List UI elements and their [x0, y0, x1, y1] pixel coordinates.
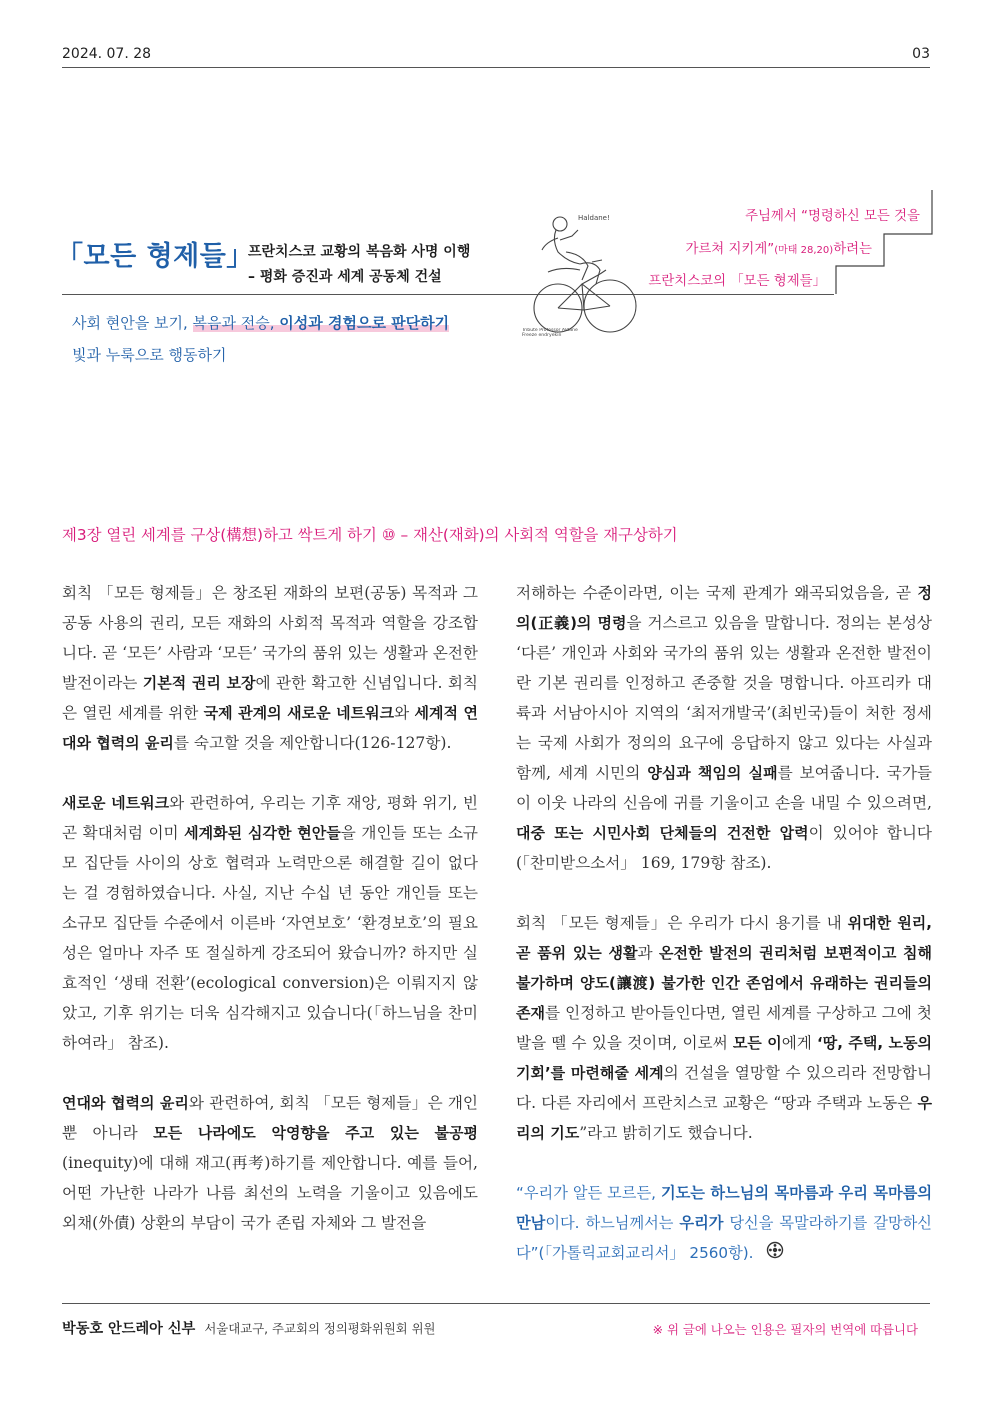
- left-column: [62, 578, 478, 1238]
- right-column: [516, 578, 932, 1269]
- page-number: 03: [912, 46, 930, 62]
- left-paragraph-1: 회칙 「모든 형제들」은 창조된 재화의 보편(공동) 목적과 그 공동 사용의 권리, 모든 재화의 사회적 목적과 역할을 강조합니다. 곧 ‘모든’ 사람과 ‘모든’ 국가의 품위 있는 생활과 온전한 발전이라는 기본적 권리 보장에 관한 확고한 신념입니다. 회칙은 열린 세계를 위한 국제 관계의 새로운 네트워크와 세계적 연대와 협력의 윤리를 숙고할 것을 제안합니다(126-127항).: [62, 584, 478, 752]
- tagline-judge-reason: 이성과 경험으로 판단하기: [279, 314, 450, 332]
- page-title: 「모든 형제들」: [56, 241, 254, 272]
- steps-line-3: 프란치스코의 「모든 형제들」: [648, 274, 826, 289]
- steps-line-2c: 하려는: [833, 242, 872, 257]
- footer-rule: [62, 1303, 930, 1304]
- right-paragraph-2: 회칙 「모든 형제들」은 우리가 다시 용기를 내 위대한 원리, 곧 품위 있는 생활과 온전한 발전의 권리처럼 보편적이고 침해 불가하며 양도(讓渡) 불가한 인간 존엄에서 유래하는 권리들의 존재를 인정하고 받아들인다면, 열린 세계를 구상하고 그에 첫발을 뗄 수 있을 것이며, 이로써 모든 이에게 ‘땅, 주택, 노동의 기회’를 마련해줄 세계의 건설을 열망할 수 있으리라 전망합니다. 다른 자리에서 프란치스코 교황은 “땅과 주택과 노동은 우리의 기도”라고 밝히기도 했습니다.: [516, 914, 932, 1142]
- issue-date: 2024. 07. 28: [62, 46, 152, 62]
- title-subtitle-2: – 평화 증진과 세계 공동체 건설: [248, 269, 442, 285]
- translation-note: ※ 위 글에 나오는 인용은 필자의 번역에 따릅니다: [652, 1322, 918, 1337]
- steps-line-2a: 가르쳐 지키게”: [685, 242, 775, 257]
- left-paragraph-2: 새로운 네트워크와 관련하여, 우리는 기후 재앙, 평화 위기, 빈곤 확대처럼 이미 세계화된 심각한 현안들을 개인들 또는 소규모 집단들 사이의 상호 협력과 노력만으론 해결할 길이 없다는 걸 경험하였습니다. 사실, 지난 수십 년 동안 개인들 또는 소규모 집단들 수준에서 이른바 ‘자연보호’ ‘환경보호’의 필요성은 얼마나 자주 또 절실하게 강조되어 왔습니까? 하지만 실효적인 ‘생태 전환’(ecological conversion)은 이뤄지지 않았고, 기후 위기는 더욱 심각해지고 있습니다(「하느님을 찬미하여라」 참조).: [62, 794, 479, 1052]
- title-subtitle-1: 프란치스코 교황의 복음화 사명 이행: [248, 244, 471, 260]
- tagline-see: 사회 현안을 보기,: [72, 314, 193, 332]
- left-paragraph-3: 연대와 협력의 윤리와 관련하여, 회칙 「모든 형제들」은 개인뿐 아니라 모든 나라에도 악영향을 주고 있는 불공평(inequity)에 대해 재고(再考)하기를 제안합니다. 예를 들어, 어떤 가난한 나라가 나름 최선의 노력을 기울이고 있음에도 외채(外債) 상환의 부담이 국가 존립 자체와 그 발전을: [62, 1094, 478, 1232]
- illustration-caption-top: Haldane!: [578, 214, 610, 222]
- right-paragraph-1: 저해하는 수준이라면, 이는 국제 관계가 왜곡되었음을, 곧 정의(正義)의 명령을 거스르고 있음을 말합니다. 정의는 본성상 ‘다른’ 개인과 사회와 국가의 품위 있는 생활과 온전한 발전이란 기본 권리를 인정하고 존중할 것을 명합니다. 아프리카 대륙과 서남아시아 지역의 ‘최저개발국’(최빈국)들이 처한 정세는 국제 사회가 정의의 요구에 응답하지 않고 있다는 사실과 함께, 세계 시민의 양심과 책임의 실패를 보여줍니다. 국가들이 이웃 나라의 신음에 귀를 기울이고 손을 내밀 수 있으려면, 대중 또는 시민사회 단체들의 건전한 압력이 있어야 합니다(「찬미받으소서」 169, 179항 참조).: [516, 584, 932, 872]
- tagline-line-1: [72, 312, 449, 333]
- author-name: 박동호 안드레아 신부: [62, 1321, 196, 1337]
- closing-quote: “우리가 알든 모르든, 기도는 하느님의 목마름과 우리 목마름의 만남이다. 하느님께서는 우리가 당신을 목말라하기를 갈망하신다”(「가톨릭교회교리서」 2560항).: [516, 1178, 932, 1269]
- header-rule: [62, 67, 930, 68]
- tagline-judge-gospel: 복음과 전승,: [192, 314, 280, 332]
- author-line: [62, 1318, 436, 1338]
- steps-line-1: 주님께서 “명령하신 모든 것을: [745, 209, 920, 224]
- cyclist-drawing: [522, 200, 640, 350]
- illustration-caption-bottom: Tribute Professor Aldane Freeze endryekin: [522, 328, 578, 339]
- chapter-heading: 제3장 열린 세계를 구상(構想)하고 싹트게 하기 ⑩ – 재산(재화)의 사회적 역할을 재구상하기: [62, 526, 678, 544]
- tagline-line-2: 빛과 누룩으로 행동하기: [72, 346, 227, 364]
- cyclist-illustration: [522, 200, 640, 350]
- steps-ref: (마태 28,20): [774, 245, 834, 256]
- steps-outline: [640, 190, 940, 296]
- end-mark-icon: [766, 1239, 784, 1269]
- author-affiliation: 서울대교구, 주교회의 정의평화위원회 위원: [204, 1321, 436, 1336]
